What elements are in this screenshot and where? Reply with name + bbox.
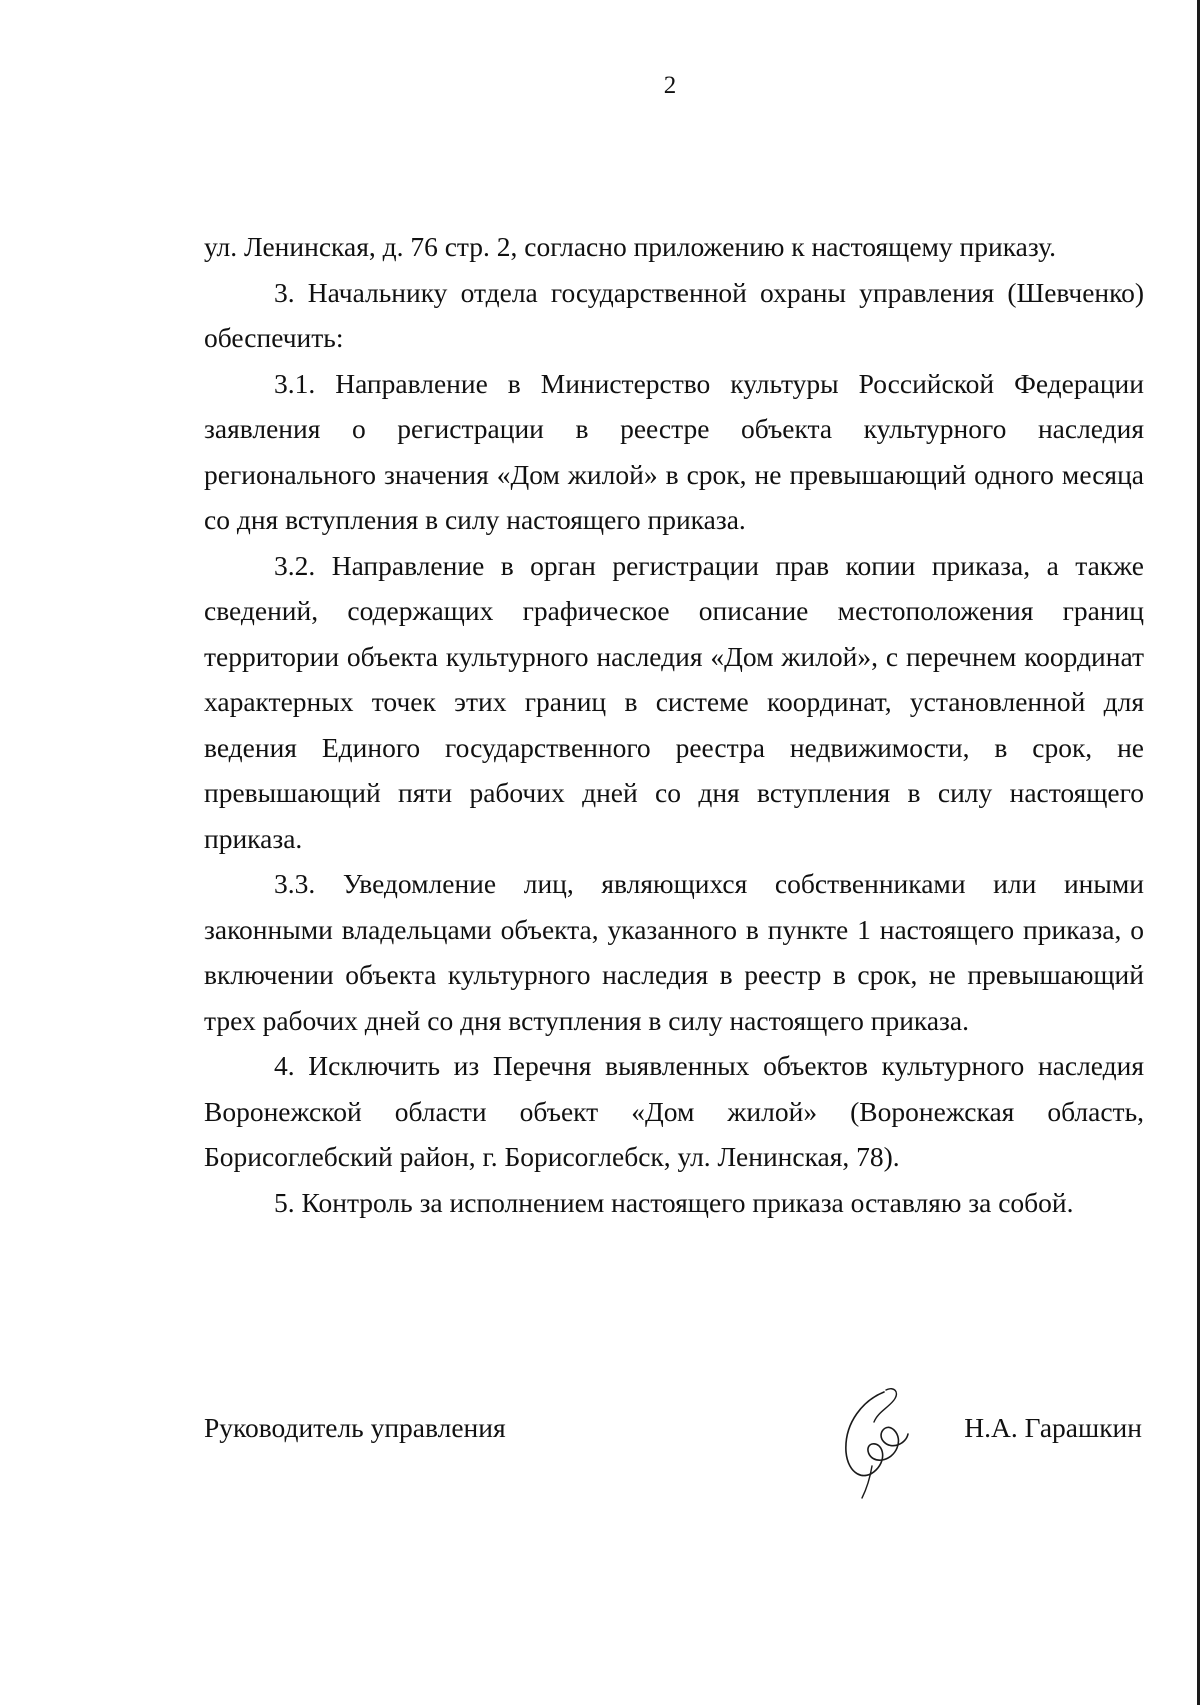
- paragraph-item-3-1: 3.1. Направление в Министерство культуры Российской Федерации заявления о регистрации в реестре объекта культурного наследия регионального значения «Дом жилой» в срок, не превышающий одного месяца со дня вступления в силу настоящего приказа.: [204, 367, 1144, 535]
- handwritten-signature: [824, 1382, 924, 1500]
- signatory-position: Руководитель управления: [204, 1412, 506, 1443]
- paragraph-item-4: 4. Исключить из Перечня выявленных объектов культурного наследия Воронежской области объект «Дом жилой» (Воронежская область, Борисоглебский район, г. Борисоглебск, ул. Ленинская, 78).: [204, 1050, 1144, 1172]
- signature-block: [204, 1412, 1142, 1472]
- paragraph-address-continuation: ул. Ленинская, д. 76 стр. 2, согласно приложению к настоящему приказу.: [204, 231, 1057, 262]
- paragraph-item-3: 3. Начальнику отдела государственной охраны управления (Шевченко) обеспечить:: [204, 276, 1144, 353]
- signatory-name: Н.А. Гарашкин: [964, 1412, 1142, 1443]
- paragraph-item-3-2: 3.2. Направление в орган регистрации прав копии приказа, а также сведений, содержащих графическое описание местоположения границ территории объекта культурного наследия «Дом жилой», с перечнем координат характерных точек этих границ в системе координат, установленной для ведения Единого государственного реестра недвижимости, в срок, не превышающий пяти рабочих дней со дня вступления в силу настоящего приказа.: [204, 549, 1144, 854]
- paragraph-item-5: 5. Контроль за исполнением настоящего приказа оставляю за собой.: [274, 1186, 1074, 1218]
- paragraph-item-3-3: 3.3. Уведомление лиц, являющихся собственниками или иными законными владельцами объекта, указанного в пункте 1 настоящего приказа, о включении объекта культурного наследия в реестр в срок, не превышающий трех рабочих дней со дня вступления в силу настоящего приказа.: [204, 868, 1144, 1036]
- document-body: [204, 224, 1144, 1225]
- page-number: 2: [663, 72, 677, 99]
